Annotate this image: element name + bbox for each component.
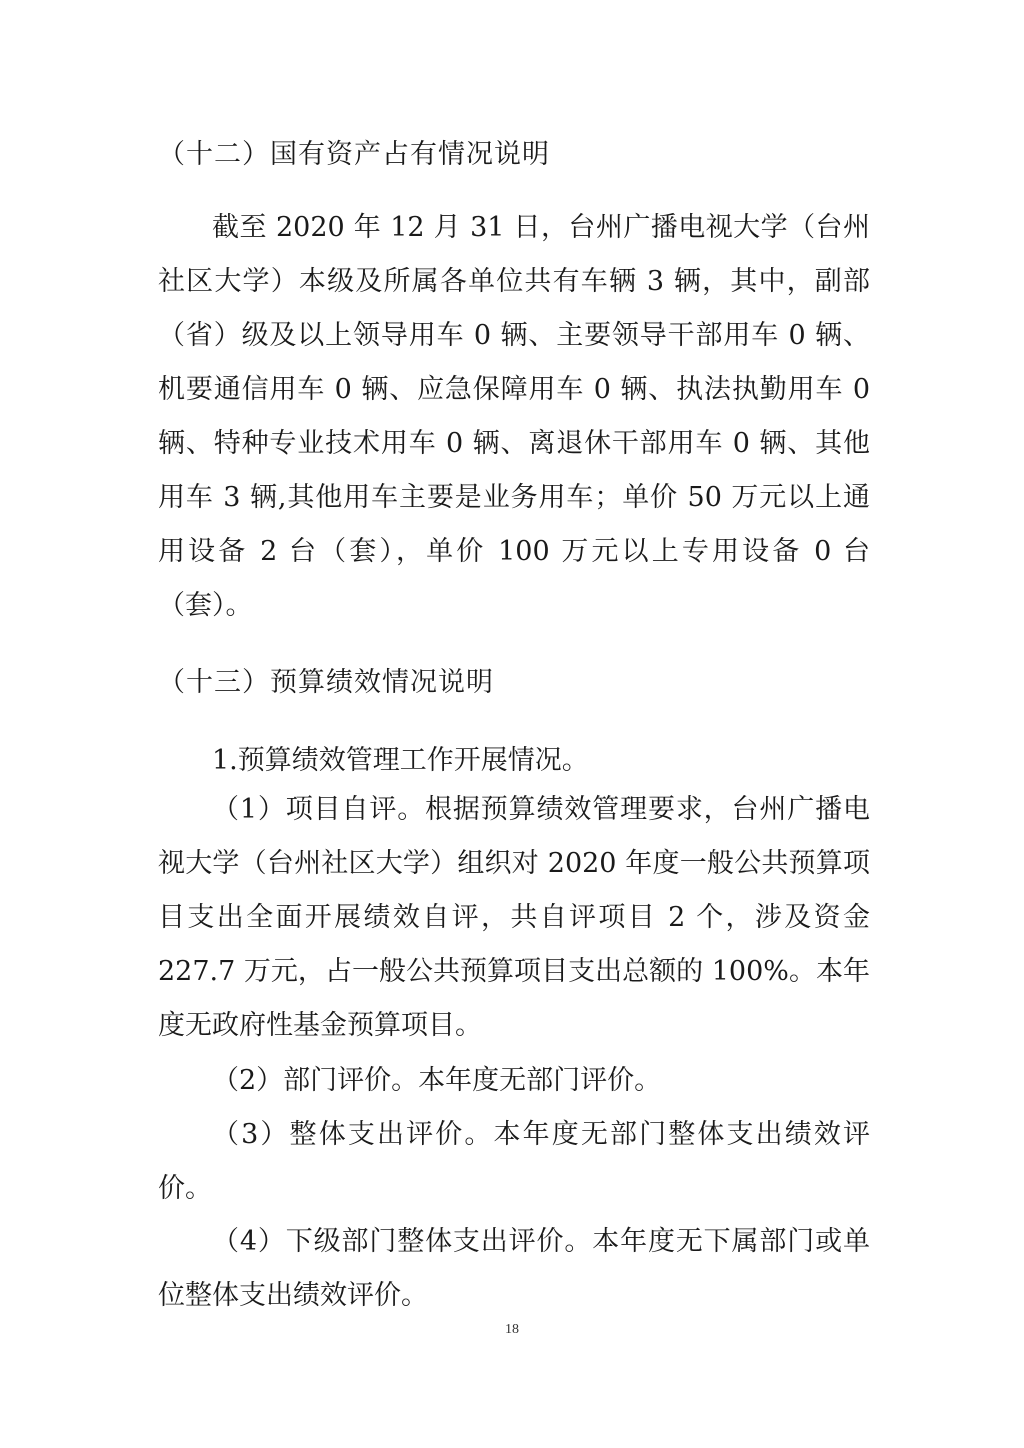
paragraph-assets: 截至 2020 年 12 月 31 日，台州广播电视大学（台州社区大学）本级及所属各单位共有车辆 3 辆，其中，副部（省）级及以上领导用车 0 辆、主要领导干部用车 0 辆、机要通信用车 0 辆、应急保障用车 0 辆、执法执勤用车 0 辆、特种专业技术用车 0 辆、离退休干部用车 0 辆、其他用车 3 辆,其他用车主要是业务用车；单价 50 万元以上通用设备 2 台（套），单价 100 万元以上专用设备 0 台（套）。 <box>158 212 870 621</box>
paragraph-project-self-evaluation: （1）项目自评。根据预算绩效管理要求，台州广播电视大学（台州社区大学）组织对 2020 年度一般公共预算项目支出全面开展绩效自评，共自评项目 2 个，涉及资金 227.7 万元，占一般公共预算项目支出总额的 100%。本年度无政府性基金预算项目。 <box>158 794 870 1041</box>
paragraph-subordinate-evaluation: （4）下级部门整体支出评价。本年度无下属部门或单位整体支出绩效评价。 <box>158 1226 870 1311</box>
section-heading-assets: （十二）国有资产占有情况说明 <box>158 139 550 170</box>
section-heading-performance: （十三）预算绩效情况说明 <box>158 667 494 698</box>
page-number: 18 <box>505 1322 519 1337</box>
sub-heading-performance-management: 1.预算绩效管理工作开展情况。 <box>212 745 589 776</box>
paragraph-department-evaluation: （2）部门评价。本年度无部门评价。 <box>212 1065 662 1096</box>
document-page <box>158 0 870 1448</box>
paragraph-overall-expenditure-evaluation: （3）整体支出评价。本年度无部门整体支出绩效评价。 <box>158 1119 870 1204</box>
